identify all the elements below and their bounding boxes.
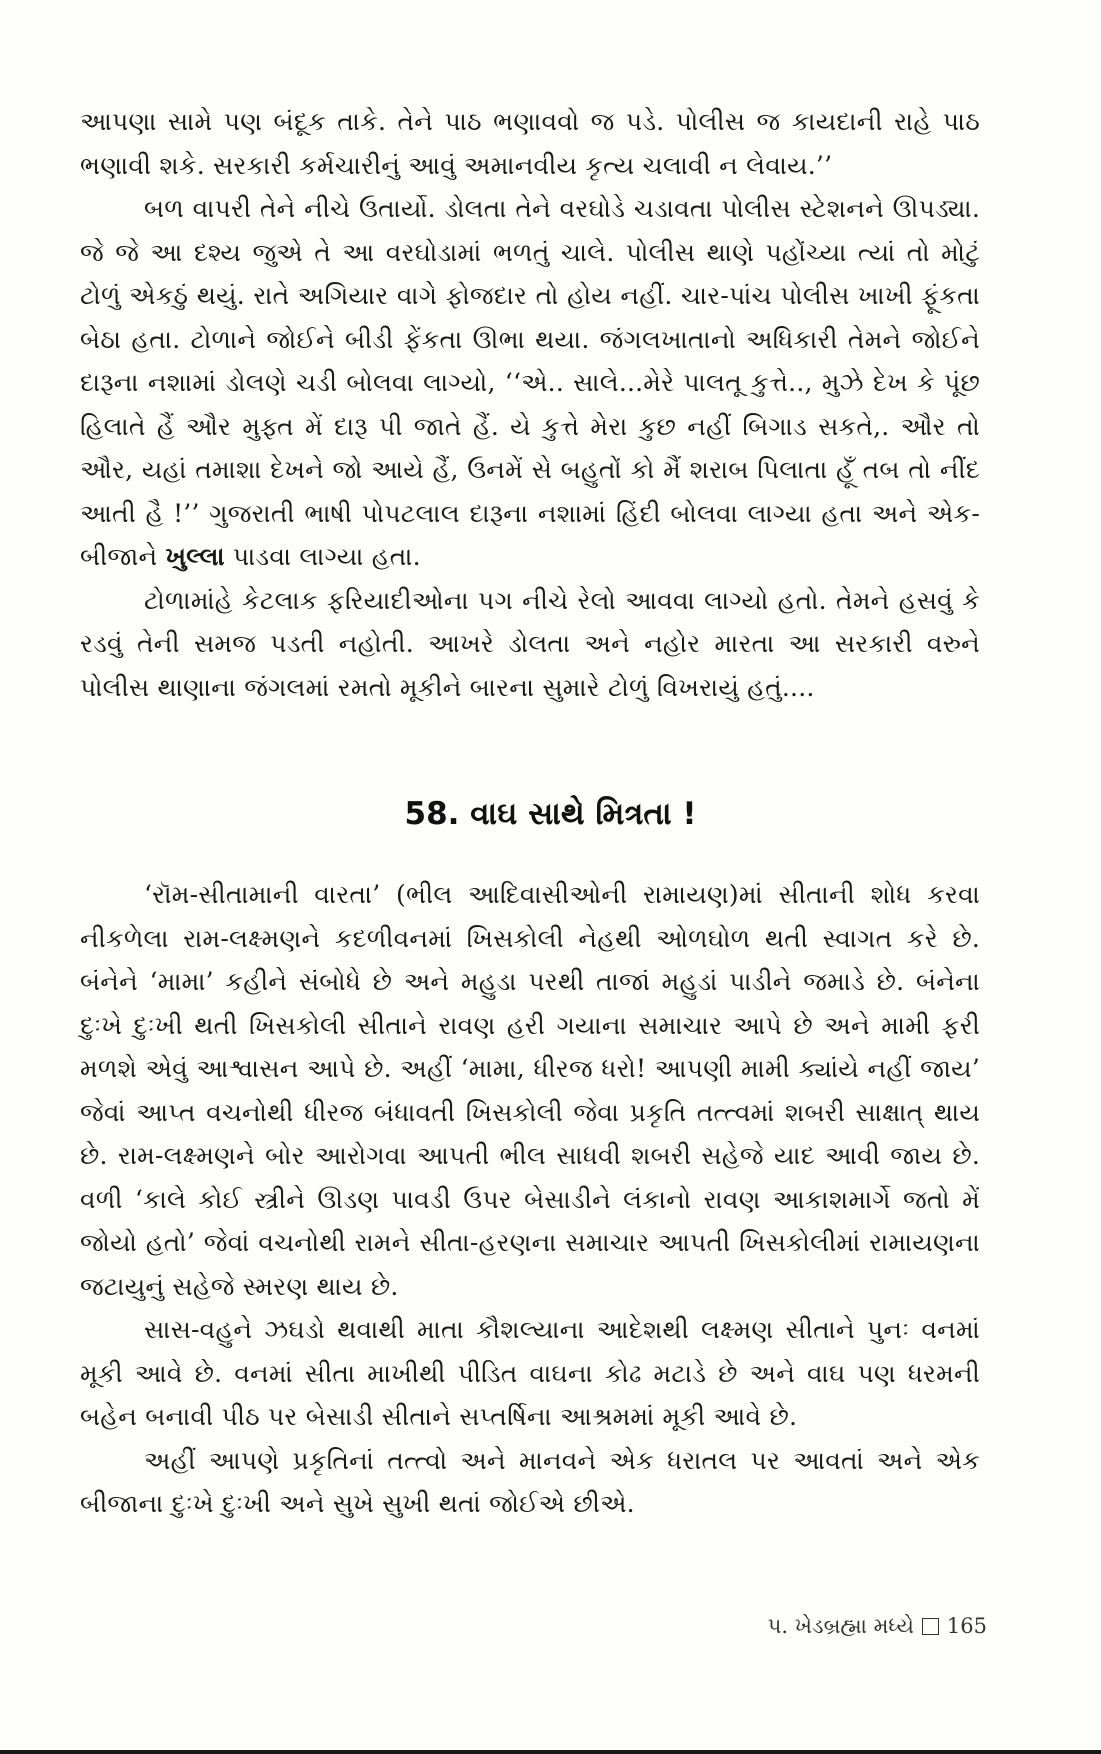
bold-word: ખુલ્લા — [165, 542, 225, 571]
page-number: 165 — [946, 1614, 987, 1638]
page-footer — [768, 1611, 987, 1641]
paragraph-2-word: બીજાને — [80, 542, 158, 571]
running-title: પ. ખેડબ્રહ્મા મધ્યે — [767, 1614, 914, 1638]
paragraph-2-continuation — [80, 542, 421, 571]
bottom-text-block — [80, 873, 980, 1526]
paragraph-2 — [80, 187, 980, 579]
square-icon — [922, 1618, 939, 1635]
paragraph-4: ‘રૉમ-સીતામાની વારતા’ (ભીલ આદિવાસીઓની રામાયણ)માં સીતાની શોધ કરવા નીકળેલા રામ-લક્ષ્મણને કદળીવનમાં ખિસકોલી નેહથી ઓળઘોળ થતી સ્વાગત કરે છે. બંનેને ‘મામા’ કહીને સંબોધે છે અને મહુડા પરથી તાજાં મહુડાં પાડીને જમાડે છે. બંનેના દુઃખે દુઃખી થતી ખિસકોલી સીતાને રાવણ હરી ગયાના સમાચાર આપે છે અને મામી ફરી મળશે એવું આશ્વાસન આપે છે. અહીં ‘મામા, ધીરજ ધરો! આપણી મામી ક્યાંયે નહીં જાય’ જેવાં આપ્ત વચનોથી ધીરજ બંધાવતી ખિસકોલી જેવા પ્રકૃતિ તત્ત્વમાં શબરી સાક્ષાત્ થાય છે. રામ-લક્ષ્મણને બોર આરોગવા આપતી ભીલ સાધવી શબરી સહેજે યાદ આવી જાય છે. વળી ‘કાલે કોઈ સ્ત્રીને ઊડણ પાવડી ઉપર બેસાડીને લંકાનો રાવણ આકાશમાર્ગે જતો મેં જોયો હતો’ જેવાં વચનોથી રામને સીતા-હરણના સમાચાર આપતી ખિસકોલીમાં રામાયણના જટાયુનું સહેજે સ્મરણ થાય છે. — [80, 880, 980, 1301]
paragraph-5: સાસ-વહુને ઝઘડો થવાથી માતા કૌશલ્યાના આદેશથી લક્ષ્મણ સીતાને પુનઃ વનમાં મૂકી આવે છે. વનમાં સીતા માખીથી પીડિત વાઘના કોઢ મટાડે છે અને વાઘ પણ ધરમની બહેન બનાવી પીઠ પર બેસાડી સીતાને સપ્તર્ષિના આશ્રમમાં મૂકી આવે છે. — [80, 1315, 980, 1431]
paragraph-1: આપણા સામે પણ બંદૂક તાકે. તેને પાઠ ભણાવવો જ પડે. પોલીસ જ કાયદાની રાહે પાઠ ભણાવી શકે. સરકારી કર્મચારીનું આવું અમાનવીય કૃત્ય ચલાવી ન લેવાય.’’ — [80, 107, 980, 180]
top-text-block — [80, 100, 980, 709]
section-heading: 58. વાઘ સાથે મિત્રતા ! — [404, 796, 697, 832]
paragraph-3: ટોળામાંહે કેટલાક ફરિયાદીઓના પગ નીચે રેલો આવવા લાગ્યો હતો. તેમને હસવું કે રડવું તેની સમજ પડતી નહોતી. આખરે ડોલતા અને નહોર મારતા આ સરકારી વરુને પોલીસ થાણાના જંગલમાં રમતો મૂકીને બારના સુમારે ટોળું વિખરાયું હતું.... — [80, 585, 980, 702]
paragraph-6: અહીં આપણે પ્રકૃતિનાં તત્ત્વો અને માનવને એક ધરાતલ પર આવતાં અને એક બીજાના દુઃખે દુઃખી અને સુખે સુખી થતાં જોઈએ છીએ. — [80, 1445, 980, 1518]
paragraph-2-end: પાડવા લાગ્યા હતા. — [232, 542, 421, 571]
page-edge-divider — [0, 1750, 1101, 1754]
paragraph-2-text: બળ વાપરી તેને નીચે ઉતાર્યો. ડોલતા તેને વરઘોડે ચડાવતા પોલીસ સ્ટેશનને ઊપડ્યા. જે જે આ દશ્ય જુએ તે આ વરઘોડામાં ભળતું ચાલે. પોલીસ થાણે પહોંચ્યા ત્યાં તો મોટું ટોળું એકઠું થયું. રાતે અગિયાર વાગે ફોજદાર તો હોય નહીં. ચાર-પાંચ પોલીસ ખાખી ફૂંકતા બેઠા હતા. ટોળાને જોઈને બીડી ફેંકતા ઊભા થયા. જંગલખાતાનો અધિકારી તેમને જોઈને દારૂના નશામાં ડોલણે ચડી બોલવા લાગ્યો, ‘‘એ.. સાલે...મેરે પાલતૂ કુત્તે.., મુઝે દેખ કે પૂંછ હિલાતે હૈં ઔર મુફ્ત મેં દારૂ પી જાતે હૈં. યે કુત્તે મેરા કુછ નહીં બિગાડ સકતે,. ઔર તો ઔર, યહાં તમાશા દેખને જો આયે હૈં, ઉનમેં સે બહુતોં કો મૈં શરાબ પિલાતા હૂઁ તબ તો નીંદ આતી હૈ !’’ ગુજરાતી ભાષી પોપટલાલ દારૂના નશામાં હિંદી બોલવા લાગ્યા હતા અને એક- — [80, 194, 980, 528]
